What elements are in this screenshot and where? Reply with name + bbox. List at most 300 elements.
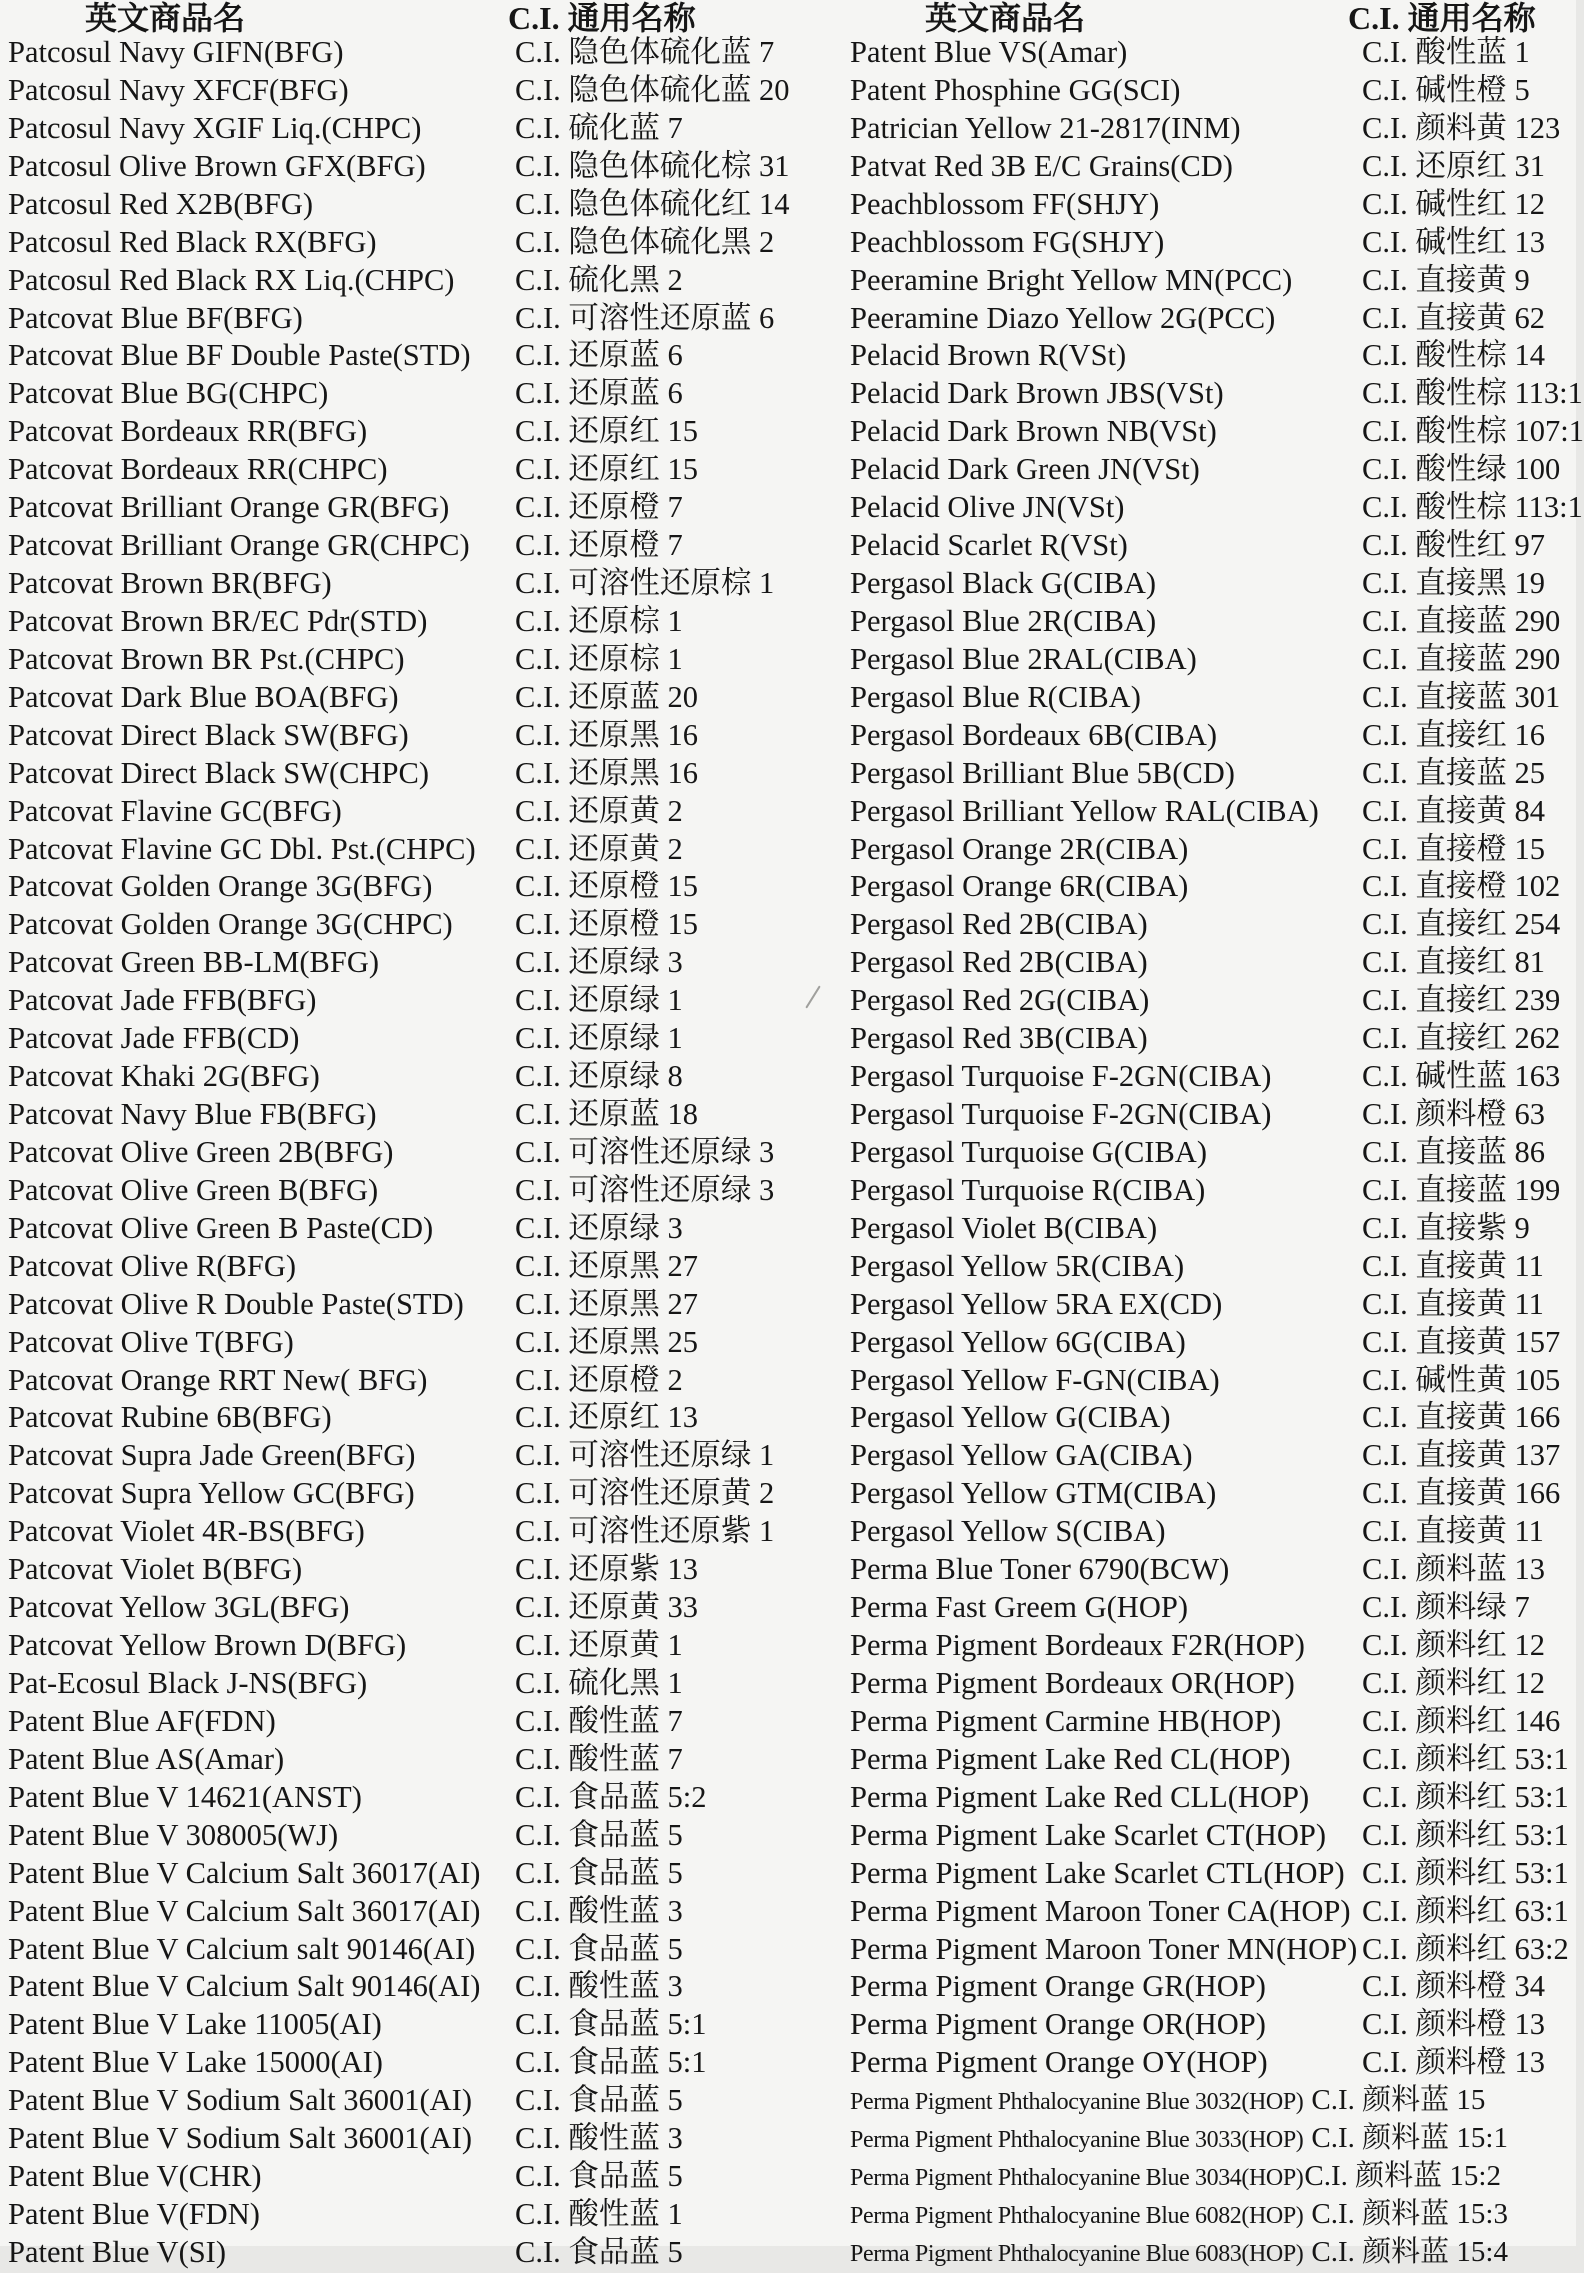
condensed-row-group [850, 2119, 1508, 2157]
product-name-cell: Patcovat Brown BR Pst.(CHPC) [8, 641, 405, 676]
product-name-cell: Perma Pigment Lake Scarlet CTL(HOP) [850, 1855, 1345, 1890]
table-row [0, 374, 1583, 412]
product-name-cell: Pergasol Yellow 5RA EX(CD) [850, 1286, 1223, 1321]
product-name-cell: Patent Blue V(FDN) [8, 2197, 260, 2231]
ci-name-cell: C.I. 颜料蓝 13 [1362, 1552, 1545, 1587]
ci-name-cell: C.I. 直接蓝 301 [1362, 679, 1561, 714]
product-name-cell: Patent Blue V Lake 11005(AI) [8, 2007, 382, 2042]
product-name-cell: Pergasol Turquoise G(CIBA) [850, 1134, 1207, 1169]
ci-name-cell: C.I. 还原蓝 6 [515, 376, 683, 411]
product-name-cell: Perma Pigment Maroon Toner MN(HOP) [850, 1931, 1358, 1966]
product-name-cell: Patcovat Blue BG(CHPC) [8, 376, 329, 411]
table-row [0, 1854, 1576, 1892]
ci-name-cell: C.I. 还原蓝 20 [515, 679, 698, 714]
product-name-cell: Patcovat Navy Blue FB(BFG) [8, 1097, 377, 1132]
table-row [0, 1474, 1576, 1512]
product-name-cell: Patent Blue VS(Amar) [850, 35, 1128, 69]
ci-name-cell: C.I. 颜料蓝 15:3 [1311, 2198, 1508, 2230]
ci-name-cell: C.I. 直接红 239 [1362, 983, 1561, 1018]
product-name-cell: Perma Pigment Phthalocyanine Blue 6082(HOP) [850, 2203, 1304, 2229]
product-name-cell: Patcovat Olive R(BFG) [8, 1248, 297, 1283]
column-header-english-name-left: 英文商品名 [85, 0, 246, 36]
table-row [0, 1171, 1576, 1209]
product-name-cell: Patent Blue V Calcium Salt 36017(AI) [8, 1893, 481, 1928]
ci-name-cell: C.I. 颜料红 63:1 [1362, 1893, 1569, 1928]
table-row [0, 943, 1576, 981]
product-name-cell: Patcovat Rubine 6B(BFG) [8, 1400, 332, 1435]
ci-name-cell: C.I. 还原蓝 18 [515, 1097, 698, 1132]
ci-name-cell: C.I. 还原紫 13 [515, 1552, 698, 1587]
ci-name-cell: C.I. 颜料红 12 [1362, 1628, 1545, 1663]
ci-name-cell: C.I. 碱性黄 105 [1362, 1362, 1561, 1397]
table-row [0, 71, 1576, 109]
table-row [0, 1664, 1576, 1702]
ci-name-cell: C.I. 食品蓝 5 [515, 2234, 683, 2269]
condensed-row-group [850, 2081, 1485, 2119]
product-name-cell: Patent Blue V(CHR) [8, 2159, 262, 2194]
table-row [0, 1057, 1576, 1095]
ci-name-cell: C.I. 直接红 16 [1362, 717, 1545, 752]
table-row [0, 1133, 1576, 1171]
ci-name-cell: C.I. 直接黄 137 [1362, 1438, 1561, 1473]
table-row [0, 2157, 1576, 2195]
product-name-cell: Patent Blue V Calcium Salt 36017(AI) [8, 1855, 481, 1890]
ci-name-cell: C.I. 直接黄 11 [1362, 1514, 1544, 1549]
product-name-cell: Patcovat Dark Blue BOA(BFG) [8, 679, 399, 714]
product-name-cell: Patcovat Yellow Brown D(BFG) [8, 1628, 407, 1663]
product-name-cell: Patent Blue V(SI) [8, 2234, 226, 2269]
product-name-cell: Perma Pigment Phthalocyanine Blue 6083(HOP) [850, 2240, 1304, 2267]
ci-name-cell: C.I. 还原绿 3 [515, 1210, 683, 1245]
product-name-cell: Pergasol Brilliant Yellow RAL(CIBA) [850, 793, 1319, 828]
product-name-cell: Pergasol Yellow 6G(CIBA) [850, 1324, 1186, 1359]
ci-name-cell: C.I. 可溶性还原蓝 6 [515, 300, 775, 335]
table-row [0, 1285, 1576, 1323]
product-name-cell: Patcovat Brown BR/EC Pdr(STD) [8, 603, 428, 638]
ci-name-cell: C.I. 直接蓝 290 [1362, 603, 1561, 638]
ci-name-cell: C.I. 隐色体硫化棕 31 [515, 148, 790, 183]
ci-name-cell: C.I. 还原黄 1 [515, 1628, 683, 1663]
product-name-cell: Patent Blue AS(Amar) [8, 1741, 285, 1776]
product-name-cell: Peeramine Bright Yellow MN(PCC) [850, 262, 1293, 297]
table-row [0, 223, 1576, 261]
ci-name-cell: C.I. 直接橙 102 [1362, 869, 1561, 904]
product-name-cell: Patcovat Blue BF Double Paste(STD) [8, 338, 471, 373]
product-name-cell: Patcovat Supra Jade Green(BFG) [8, 1438, 416, 1473]
ci-name-cell: C.I. 酸性蓝 3 [515, 2121, 683, 2156]
table-row [0, 602, 1576, 640]
table-row [0, 1702, 1576, 1740]
table-row [0, 299, 1576, 337]
ci-name-cell: C.I. 直接黄 11 [1362, 1248, 1544, 1283]
product-name-cell: Pat-Ecosul Black J-NS(BFG) [8, 1665, 368, 1700]
ci-name-cell: C.I. 颜料橙 13 [1362, 2007, 1545, 2042]
ci-name-cell: C.I. 颜料红 53:1 [1362, 1779, 1569, 1814]
product-name-cell: Patcovat Olive Green B(BFG) [8, 1172, 379, 1207]
table-row [0, 2119, 1576, 2157]
ci-name-cell: C.I. 颜料红 53:1 [1362, 1741, 1569, 1776]
ci-name-cell: C.I. 还原橙 2 [515, 1362, 683, 1397]
table-row [0, 526, 1576, 564]
ci-name-cell: C.I. 酸性绿 100 [1362, 452, 1561, 487]
product-name-cell: Perma Pigment Lake Red CLL(HOP) [850, 1779, 1310, 1814]
product-name-cell: Patcovat Direct Black SW(CHPC) [8, 755, 429, 790]
product-name-cell: Perma Pigment Phthalocyanine Blue 3032(HOP) [850, 2089, 1304, 2116]
product-name-cell: Patent Blue V 308005(WJ) [8, 1817, 339, 1852]
product-name-cell: Perma Pigment Bordeaux OR(HOP) [850, 1665, 1295, 1700]
ci-name-cell: C.I. 颜料蓝 15:1 [1311, 2122, 1508, 2155]
product-name-cell: Patcovat Jade FFB(BFG) [8, 983, 317, 1018]
ci-name-cell: C.I. 硫化蓝 7 [515, 110, 683, 145]
ci-name-cell: C.I. 酸性蓝 3 [515, 1969, 683, 2004]
ci-name-cell: C.I. 还原橙 15 [515, 869, 698, 904]
ci-name-cell: C.I. 食品蓝 5 [515, 2083, 683, 2118]
product-name-cell: Patcovat Khaki 2G(BFG) [8, 1059, 320, 1094]
product-name-cell: Perma Pigment Maroon Toner CA(HOP) [850, 1893, 1351, 1928]
table-row [0, 1436, 1576, 1474]
ci-name-cell: C.I. 颜料橙 13 [1362, 2045, 1545, 2080]
ci-name-cell: C.I. 还原红 15 [515, 414, 698, 449]
ci-name-cell: C.I. 酸性棕 113:1 [1362, 376, 1583, 411]
product-name-cell: Patent Blue AF(FDN) [8, 1703, 276, 1738]
table-row [0, 1588, 1576, 1626]
ci-name-cell: C.I. 可溶性还原紫 1 [515, 1514, 775, 1549]
ci-name-cell: C.I. 碱性蓝 163 [1362, 1059, 1561, 1094]
ci-name-cell: C.I. 直接黄 11 [1362, 1286, 1544, 1321]
ci-name-cell: C.I. 颜料蓝 15:2 [1304, 2160, 1501, 2193]
ci-name-cell: C.I. 颜料红 146 [1362, 1703, 1561, 1738]
ci-name-cell: C.I. 颜料黄 123 [1362, 110, 1561, 145]
ci-name-cell: C.I. 食品蓝 5 [515, 1855, 683, 1890]
product-name-cell: Perma Pigment Carmine HB(HOP) [850, 1703, 1282, 1738]
ci-name-cell: C.I. 直接橙 15 [1362, 831, 1545, 866]
table-row [0, 792, 1576, 830]
ci-name-cell: C.I. 隐色体硫化红 14 [515, 186, 790, 221]
product-name-cell: Patcovat Orange RRT New( BFG) [8, 1362, 428, 1397]
product-name-cell: Patcosul Red Black RX Liq.(CHPC) [8, 262, 455, 297]
table-row [0, 905, 1576, 943]
product-name-cell: Patcovat Golden Orange 3G(BFG) [8, 869, 433, 904]
table-row [0, 450, 1576, 488]
ci-name-cell: C.I. 直接黄 62 [1362, 300, 1545, 335]
product-name-cell: Pergasol Black G(CIBA) [850, 566, 1157, 601]
ci-name-cell: C.I. 还原红 31 [1362, 148, 1545, 183]
product-name-cell: Patcosul Red X2B(BFG) [8, 186, 313, 221]
column-header-ci-name-right: C.I. 通用名称 [1348, 0, 1536, 36]
ci-name-cell: C.I. 还原绿 3 [515, 945, 683, 980]
ci-name-cell: C.I. 硫化黑 1 [515, 1665, 683, 1700]
table-row [0, 867, 1576, 905]
ci-name-cell: C.I. 还原绿 1 [515, 983, 683, 1018]
product-name-cell: Pelacid Dark Brown JBS(VSt) [850, 376, 1224, 411]
ci-name-cell: C.I. 食品蓝 5 [515, 1817, 683, 1852]
ci-name-cell: C.I. 食品蓝 5 [515, 2159, 683, 2194]
ci-name-cell: C.I. 还原红 15 [515, 452, 698, 487]
ci-name-cell: C.I. 直接红 81 [1362, 945, 1545, 980]
product-name-cell: Patcovat Bordeaux RR(CHPC) [8, 452, 388, 487]
product-name-cell: Patcovat Olive Green 2B(BFG) [8, 1134, 394, 1169]
table-row [0, 261, 1576, 299]
ci-name-cell: C.I. 还原棕 1 [515, 641, 683, 676]
ci-name-cell: C.I. 颜料橙 63 [1362, 1097, 1545, 1132]
product-name-cell: Perma Pigment Lake Red CL(HOP) [850, 1741, 1291, 1776]
product-name-cell: Patent Blue V Sodium Salt 36001(AI) [8, 2083, 472, 2118]
product-name-cell: Perma Blue Toner 6790(BCW) [850, 1552, 1230, 1587]
table-row [0, 678, 1576, 716]
table-row [0, 1816, 1576, 1854]
product-name-cell: Patcovat Violet 4R-BS(BFG) [8, 1514, 365, 1549]
product-name-cell: Patent Blue V Sodium Salt 36001(AI) [8, 2121, 472, 2156]
ci-name-cell: C.I. 还原橙 15 [515, 907, 698, 942]
product-name-cell: Pergasol Yellow GTM(CIBA) [850, 1476, 1217, 1511]
product-name-cell: Patcosul Navy GIFN(BFG) [8, 35, 344, 69]
ci-name-cell: C.I. 酸性蓝 1 [1362, 35, 1530, 69]
product-name-cell: Pergasol Blue 2R(CIBA) [850, 603, 1157, 638]
product-name-cell: Pelacid Olive JN(VSt) [850, 490, 1125, 525]
product-name-cell: Pergasol Orange 6R(CIBA) [850, 869, 1189, 904]
ci-name-cell: C.I. 直接黄 9 [1362, 262, 1530, 297]
table-row [0, 1892, 1576, 1930]
ci-name-cell: C.I. 隐色体硫化蓝 20 [515, 72, 790, 107]
ci-name-cell: C.I. 硫化黑 2 [515, 262, 683, 297]
product-name-cell: Patcovat Olive T(BFG) [8, 1324, 294, 1359]
product-name-cell: Patcovat Golden Orange 3G(CHPC) [8, 907, 453, 942]
product-name-cell: Perma Pigment Bordeaux F2R(HOP) [850, 1628, 1305, 1663]
product-name-cell: Patcovat Brilliant Orange GR(BFG) [8, 490, 450, 525]
table-row [0, 1398, 1576, 1436]
table-row [0, 716, 1576, 754]
table-row [0, 2195, 1576, 2233]
ci-name-cell: C.I. 隐色体硫化蓝 7 [515, 35, 775, 69]
ci-name-cell: C.I. 还原黄 2 [515, 831, 683, 866]
table-row [0, 412, 1584, 450]
product-name-cell: Pergasol Brilliant Blue 5B(CD) [850, 755, 1235, 790]
ci-name-cell: C.I. 酸性棕 113:1 [1362, 490, 1583, 525]
table-row [0, 830, 1576, 868]
ci-name-cell: C.I. 还原橙 7 [515, 490, 683, 525]
ci-name-cell: C.I. 直接蓝 25 [1362, 755, 1545, 790]
ci-name-cell: C.I. 颜料绿 7 [1362, 1590, 1530, 1625]
ci-name-cell: C.I. 直接红 262 [1362, 1021, 1561, 1056]
table-row [0, 1361, 1576, 1399]
ci-name-cell: C.I. 还原绿 8 [515, 1059, 683, 1094]
table-row [0, 1019, 1576, 1057]
table-row [0, 1550, 1576, 1588]
product-name-cell: Pergasol Yellow F-GN(CIBA) [850, 1362, 1220, 1397]
product-name-cell: Patcovat Flavine GC(BFG) [8, 793, 342, 828]
ci-name-cell: C.I. 食品蓝 5:1 [515, 2045, 707, 2080]
product-name-cell: Pelacid Dark Brown NB(VSt) [850, 414, 1217, 449]
table-row [0, 1778, 1576, 1816]
product-name-cell: Patent Blue V Calcium salt 90146(AI) [8, 1931, 476, 1966]
product-name-cell: Patcovat Bordeaux RR(BFG) [8, 414, 368, 449]
table-row [0, 1247, 1576, 1285]
product-name-cell: Patcovat Olive Green B Paste(CD) [8, 1210, 434, 1245]
product-name-cell: Patcovat Jade FFB(CD) [8, 1021, 300, 1056]
ci-name-cell: C.I. 直接红 254 [1362, 907, 1561, 942]
condensed-row-group [850, 2233, 1508, 2271]
ci-name-cell: C.I. 碱性红 12 [1362, 186, 1545, 221]
ci-name-cell: C.I. 食品蓝 5 [515, 1931, 683, 1966]
ci-name-cell: C.I. 碱性红 13 [1362, 224, 1545, 259]
ci-name-cell: C.I. 酸性蓝 1 [515, 2197, 683, 2231]
ci-name-cell: C.I. 食品蓝 5:2 [515, 1779, 707, 1814]
product-name-cell: Perma Pigment Phthalocyanine Blue 3033(HOP) [850, 2127, 1304, 2154]
ci-name-cell: C.I. 碱性橙 5 [1362, 72, 1530, 107]
product-name-cell: Pergasol Yellow S(CIBA) [850, 1514, 1166, 1549]
product-name-cell: Pergasol Turquoise F-2GN(CIBA) [850, 1059, 1272, 1094]
table-row [0, 2081, 1576, 2119]
table-row [0, 1967, 1576, 2005]
product-name-cell: Perma Pigment Phthalocyanine Blue 3034(HOP) [850, 2165, 1304, 2192]
product-name-cell: Patcovat Green BB-LM(BFG) [8, 945, 380, 980]
table-row [0, 33, 1576, 71]
product-name-cell: Pergasol Red 2B(CIBA) [850, 907, 1148, 942]
ci-name-cell: C.I. 可溶性还原黄 2 [515, 1476, 775, 1511]
product-name-cell: Pergasol Blue R(CIBA) [850, 679, 1141, 714]
product-name-cell: Patcovat Blue BF(BFG) [8, 300, 303, 335]
ci-name-cell: C.I. 食品蓝 5:1 [515, 2007, 707, 2042]
condensed-row-group [850, 2157, 1501, 2195]
ci-name-cell: C.I. 颜料蓝 15:4 [1311, 2235, 1508, 2268]
product-name-cell: Patcovat Brilliant Orange GR(CHPC) [8, 528, 470, 563]
product-name-cell: Peachblossom FF(SHJY) [850, 186, 1160, 221]
table-row [0, 1740, 1576, 1778]
product-name-cell: Patcosul Red Black RX(BFG) [8, 224, 377, 259]
table-row [0, 2005, 1576, 2043]
ci-name-cell: C.I. 还原红 13 [515, 1400, 698, 1435]
ci-name-cell: C.I. 还原黑 25 [515, 1324, 698, 1359]
product-name-cell: Patrician Yellow 21-2817(INM) [850, 110, 1241, 145]
product-name-cell: Pelacid Dark Green JN(VSt) [850, 452, 1200, 487]
ci-name-cell: C.I. 酸性蓝 7 [515, 1703, 683, 1738]
product-name-cell: Patent Blue V 14621(ANST) [8, 1779, 362, 1814]
product-name-cell: Pergasol Orange 2R(CIBA) [850, 831, 1189, 866]
ci-name-cell: C.I. 还原棕 1 [515, 603, 683, 638]
ci-name-cell: C.I. 酸性蓝 7 [515, 1741, 683, 1776]
table-row [0, 1323, 1576, 1361]
product-name-cell: Patcovat Supra Yellow GC(BFG) [8, 1476, 415, 1511]
ci-name-cell: C.I. 颜料蓝 15 [1311, 2084, 1486, 2117]
table-row [0, 1626, 1576, 1664]
ci-name-cell: C.I. 酸性棕 107:1 [1362, 414, 1584, 449]
ci-name-cell: C.I. 颜料红 53:1 [1362, 1817, 1569, 1852]
product-name-cell: Patcovat Olive R Double Paste(STD) [8, 1286, 464, 1321]
table-row [0, 1512, 1576, 1550]
product-name-cell: Perma Pigment Lake Scarlet CT(HOP) [850, 1817, 1327, 1852]
ci-name-cell: C.I. 还原橙 7 [515, 528, 683, 563]
ci-name-cell: C.I. 还原蓝 6 [515, 338, 683, 373]
ci-name-cell: C.I. 直接黄 157 [1362, 1324, 1561, 1359]
product-name-cell: Patent Blue V Lake 15000(AI) [8, 2045, 383, 2080]
table-row [0, 2043, 1576, 2081]
product-name-cell: Peachblossom FG(SHJY) [850, 224, 1165, 259]
table-row [0, 488, 1583, 526]
product-name-cell: Pergasol Yellow GA(CIBA) [850, 1438, 1193, 1473]
ci-name-cell: C.I. 酸性蓝 3 [515, 1893, 683, 1928]
table-row [0, 109, 1576, 147]
table-row [0, 1930, 1576, 1968]
table-row [0, 754, 1576, 792]
ci-name-cell: C.I. 直接蓝 86 [1362, 1134, 1545, 1169]
table-row [0, 147, 1576, 185]
product-name-cell: Pergasol Turquoise R(CIBA) [850, 1172, 1206, 1207]
ci-name-cell: C.I. 还原黄 33 [515, 1590, 698, 1625]
ci-name-cell: C.I. 还原黄 2 [515, 793, 683, 828]
ci-name-cell: C.I. 可溶性还原绿 3 [515, 1134, 775, 1169]
ci-name-cell: C.I. 隐色体硫化黑 2 [515, 224, 775, 259]
ci-name-cell: C.I. 还原黑 27 [515, 1286, 698, 1321]
table-row [0, 981, 1576, 1019]
ci-name-cell: C.I. 直接紫 9 [1362, 1210, 1530, 1245]
product-name-cell: Patcovat Yellow 3GL(BFG) [8, 1590, 350, 1625]
condensed-row-group [850, 2195, 1508, 2233]
column-header-ci-name-left: C.I. 通用名称 [508, 0, 696, 36]
table-row [0, 185, 1576, 223]
column-header-english-name-right: 英文商品名 [925, 0, 1086, 36]
ci-name-cell: C.I. 颜料红 53:1 [1362, 1855, 1569, 1890]
product-name-cell: Pergasol Red 3B(CIBA) [850, 1021, 1148, 1056]
ci-name-cell: C.I. 直接黄 84 [1362, 793, 1545, 828]
product-name-cell: Pergasol Turquoise F-2GN(CIBA) [850, 1097, 1272, 1132]
product-name-cell: Patvat Red 3B E/C Grains(CD) [850, 148, 1233, 183]
ci-name-cell: C.I. 颜料红 63:2 [1362, 1931, 1569, 1966]
ci-name-cell: C.I. 还原绿 1 [515, 1021, 683, 1056]
product-name-cell: Perma Pigment Orange OY(HOP) [850, 2045, 1268, 2080]
ci-name-cell: C.I. 直接黄 166 [1362, 1400, 1561, 1435]
ci-name-cell: C.I. 直接黑 19 [1362, 566, 1545, 601]
product-name-cell: Pergasol Violet B(CIBA) [850, 1210, 1158, 1245]
product-name-cell: Patcovat Brown BR(BFG) [8, 566, 332, 601]
ci-name-cell: C.I. 可溶性还原绿 1 [515, 1438, 775, 1473]
ci-name-cell: C.I. 颜料橙 34 [1362, 1969, 1545, 2004]
ci-name-cell: C.I. 可溶性还原棕 1 [515, 566, 775, 601]
ci-name-cell: C.I. 还原黑 27 [515, 1248, 698, 1283]
ci-name-cell: C.I. 还原黑 16 [515, 717, 698, 752]
ci-name-cell: C.I. 直接蓝 199 [1362, 1172, 1561, 1207]
product-name-cell: Peeramine Diazo Yellow 2G(PCC) [850, 300, 1276, 335]
ci-name-cell: C.I. 直接黄 166 [1362, 1476, 1561, 1511]
ci-name-cell: C.I. 可溶性还原绿 3 [515, 1172, 775, 1207]
product-name-cell: Patcovat Violet B(BFG) [8, 1552, 303, 1587]
product-name-cell: Pelacid Scarlet R(VSt) [850, 528, 1128, 563]
product-name-cell: Pergasol Red 2B(CIBA) [850, 945, 1148, 980]
ci-name-cell: C.I. 酸性红 97 [1362, 528, 1545, 563]
product-name-cell: Patcovat Direct Black SW(BFG) [8, 717, 409, 752]
product-name-cell: Pergasol Yellow G(CIBA) [850, 1400, 1171, 1435]
product-name-cell: Perma Fast Greem G(HOP) [850, 1590, 1188, 1625]
product-name-cell: Perma Pigment Orange OR(HOP) [850, 2007, 1266, 2042]
product-name-cell: Patcovat Flavine GC Dbl. Pst.(CHPC) [8, 831, 476, 866]
table-row [0, 1095, 1576, 1133]
ci-name-cell: C.I. 颜料红 12 [1362, 1665, 1545, 1700]
product-name-cell: Patent Blue V Calcium Salt 90146(AI) [8, 1969, 481, 2004]
product-name-cell: Pergasol Yellow 5R(CIBA) [850, 1248, 1185, 1283]
ci-name-cell: C.I. 酸性棕 14 [1362, 338, 1545, 373]
ci-name-cell: C.I. 还原黑 16 [515, 755, 698, 790]
table-row [0, 564, 1576, 602]
product-name-cell: Pergasol Blue 2RAL(CIBA) [850, 641, 1197, 676]
product-name-cell: Pelacid Brown R(VSt) [850, 338, 1127, 373]
product-name-cell: Patcosul Navy XFCF(BFG) [8, 72, 349, 107]
product-name-cell: Perma Pigment Orange GR(HOP) [850, 1969, 1266, 2004]
product-name-cell: Pergasol Bordeaux 6B(CIBA) [850, 717, 1218, 752]
product-name-cell: Pergasol Red 2G(CIBA) [850, 983, 1150, 1018]
table-row [0, 2233, 1576, 2271]
table-row [0, 640, 1576, 678]
ci-name-cell: C.I. 直接蓝 290 [1362, 641, 1561, 676]
product-name-cell: Patcosul Navy XGIF Liq.(CHPC) [8, 110, 422, 145]
